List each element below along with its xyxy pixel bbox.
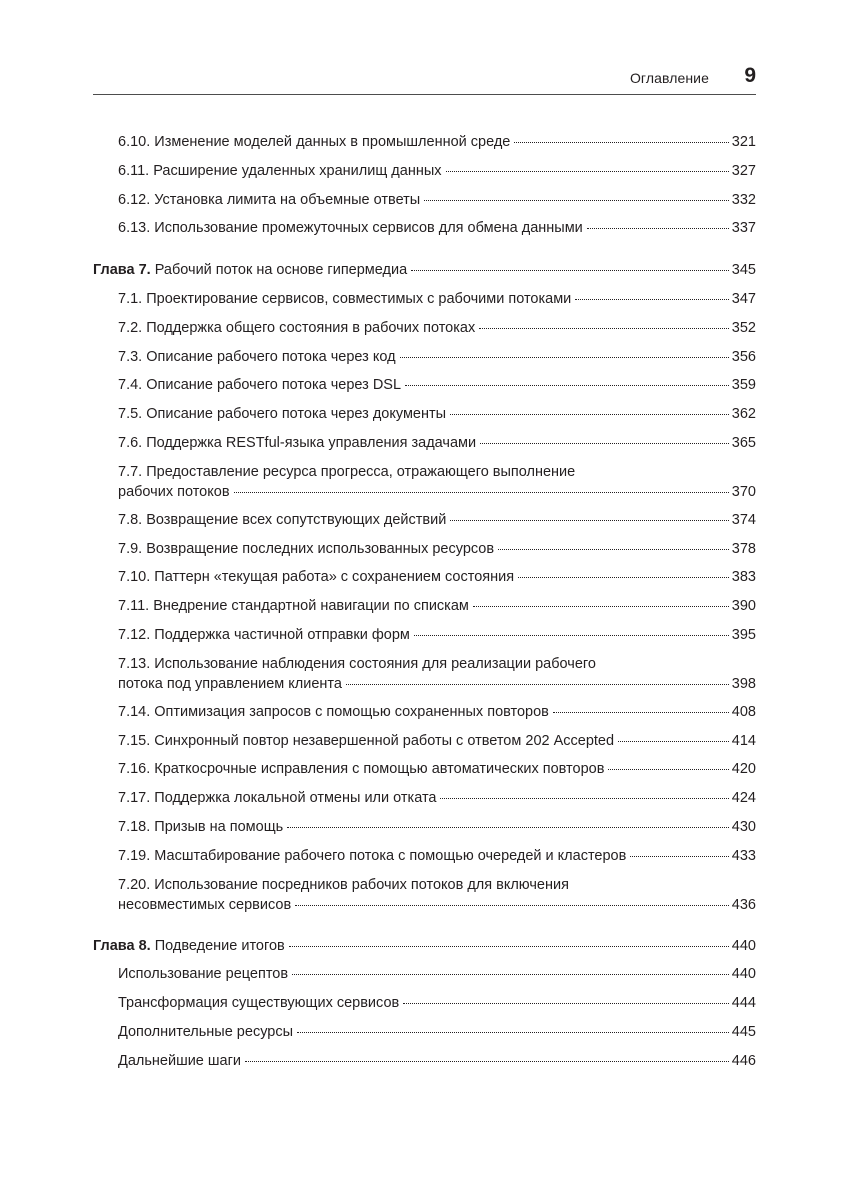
toc-entry[interactable] [118,698,756,727]
dot-leader [405,384,729,386]
toc-entry[interactable] [118,1018,756,1047]
toc-entry[interactable] [118,960,756,989]
dot-leader [292,973,729,975]
toc-entry[interactable] [118,458,756,506]
toc-entry-title: 7.2. Поддержка общего состояния в рабочих потоках [118,319,476,336]
dot-leader [446,170,729,172]
toc-entry-title: 7.14. Оптимизация запросов с помощью сохраненных повторов [118,703,549,720]
chapter-prefix: Глава 8. [93,937,151,954]
dot-leader [587,227,729,229]
dot-leader [289,945,729,947]
toc-entry[interactable] [118,535,756,564]
dot-leader [518,576,729,578]
toc-entry-title-line2-row [118,895,756,915]
toc-entry-title: 7.11. Внедрение стандартной навигации по спискам [118,598,469,615]
toc-page-number: 444 [731,995,756,1012]
toc-entry[interactable] [118,506,756,535]
toc-entry[interactable] [118,343,756,372]
toc-entry-title: 6.11. Расширение удаленных хранилищ данных [118,162,442,179]
toc-entry-title [93,932,285,961]
toc-entry-title: Трансформация существующих сервисов [118,995,400,1012]
toc-entry-title: 7.3. Описание рабочего потока через код [118,348,396,365]
dot-leader [618,740,729,742]
dot-leader [450,519,729,521]
toc-page-number: 383 [731,569,756,586]
dot-leader [287,826,729,828]
toc-entry-title: 7.17. Поддержка локальной отмены или отката [118,790,437,807]
toc-page-number: 440 [731,937,756,954]
toc-entry[interactable] [118,400,756,429]
toc-page-number: 337 [731,220,756,237]
toc-entry[interactable] [118,784,756,813]
toc-entry[interactable] [118,813,756,842]
toc-entry-title: 7.16. Краткосрочные исправления с помощью автоматических повторов [118,761,605,778]
dot-leader [514,141,728,143]
toc-page-number: 378 [731,540,756,557]
toc-entry[interactable] [118,186,756,215]
toc-entry[interactable] [118,842,756,871]
toc-entry[interactable] [118,214,756,243]
toc-chapter-entry[interactable] [93,256,756,285]
dot-leader [608,768,728,770]
toc-page-number: 408 [731,703,756,720]
toc-page-number: 365 [731,434,756,451]
dot-leader [440,797,728,799]
toc-page-number: 445 [731,1023,756,1040]
dot-leader [245,1060,729,1062]
toc-entry-title: Дополнительные ресурсы [118,1023,294,1040]
toc-page-number: 446 [731,1052,756,1069]
toc-page-number: 395 [731,626,756,643]
toc-entry-title: 7.8. Возвращение всех сопутствующих действий [118,511,447,528]
chapter-title: Подведение итогов [150,937,285,954]
toc-page-number: 440 [731,966,756,983]
dot-leader [553,711,729,713]
toc-entry[interactable] [118,285,756,314]
dot-leader [411,269,729,271]
toc-entry[interactable] [118,592,756,621]
toc-entry-title [93,256,407,285]
dot-leader [234,491,729,493]
toc-page-number: 356 [731,348,756,365]
toc-entry-title: 7.15. Синхронный повтор незавершенной работы с ответом 202 Accepted [118,732,615,749]
chapter-prefix: Глава 7. [93,262,151,279]
dot-leader [473,605,729,607]
toc-page-number: 327 [731,162,756,179]
toc-entry[interactable] [118,989,756,1018]
dot-leader [295,904,729,906]
toc-entry-title: 7.5. Описание рабочего потока через документы [118,406,447,423]
dot-leader [400,356,729,358]
running-header-section: Оглавление [629,70,709,86]
toc-entry-title: 7.4. Описание рабочего потока через DSL [118,377,402,394]
toc-page-number: 433 [731,847,756,864]
toc-entry-title: 6.10. Изменение моделей данных в промышленной среде [118,134,511,150]
toc-entry-title-line2: рабочих потоков [118,483,230,500]
toc-chapter-entry[interactable] [93,932,756,961]
toc-entry[interactable] [118,157,756,186]
dot-leader [630,855,728,857]
table-of-contents [93,128,756,1076]
toc-entry[interactable] [118,314,756,343]
toc-page-number: 436 [731,896,756,913]
toc-page-number: 398 [731,675,756,692]
dot-leader [346,683,729,685]
toc-entry-title: 7.1. Проектирование сервисов, совместимых с рабочими потоками [118,290,572,307]
toc-page-number: 370 [731,483,756,500]
toc-page-number: 362 [731,406,756,423]
toc-entry[interactable] [118,755,756,784]
dot-leader [450,413,729,415]
dot-leader [479,327,729,329]
toc-entry-title: Дальнейшие шаги [118,1052,241,1069]
dot-leader [498,548,729,550]
toc-entry[interactable] [118,1047,756,1076]
toc-entry[interactable] [118,563,756,592]
toc-entry-title: 7.18. Призыв на помощь [118,818,284,835]
toc-page-number: 359 [731,377,756,394]
dot-leader [424,199,729,201]
dot-leader [414,634,729,636]
toc-entry[interactable] [118,128,756,157]
running-header [93,64,756,95]
toc-entry-title: 7.10. Паттерн «текущая работа» с сохранением состояния [118,569,515,586]
toc-entry-title: 7.19. Масштабирование рабочего потока с помощью очередей и кластеров [118,847,627,864]
toc-entry-title: 7.6. Поддержка RESTful-языка управления задачами [118,434,477,451]
toc-page-number: 321 [731,134,756,150]
toc-entry-title-line2: потока под управлением клиента [118,675,342,692]
toc-page-number: 424 [731,790,756,807]
toc-entry-title: 7.9. Возвращение последних использованных ресурсов [118,540,495,557]
toc-entry[interactable] [118,871,756,919]
toc-entry[interactable] [118,429,756,458]
toc-entry-title: 6.12. Установка лимита на объемные ответы [118,191,421,208]
toc-page-number: 390 [731,598,756,615]
page-number: 9 [744,64,756,87]
toc-entry-title-line1: 7.13. Использование наблюдения состояния для реализации рабочего [118,655,596,672]
toc-entry-title-line2: несовместимых сервисов [118,896,292,913]
toc-page-number: 332 [731,191,756,208]
toc-entry[interactable] [118,650,756,698]
chapter-title: Рабочий поток на основе гипермедиа [150,262,408,279]
toc-entry[interactable] [118,621,756,650]
toc-page-number: 374 [731,511,756,528]
toc-page-number: 414 [731,732,756,749]
toc-entry-title: Использование рецептов [118,966,289,983]
dot-leader [480,442,729,444]
toc-entry-title: 6.13. Использование промежуточных сервисов для обмена данными [118,220,583,237]
dot-leader [403,1002,729,1004]
dot-leader [575,298,729,300]
toc-page-number: 430 [731,818,756,835]
toc-entry-title-line2-row [118,482,756,502]
toc-page-number: 345 [731,262,756,279]
toc-entry-title: 7.12. Поддержка частичной отправки форм [118,626,410,643]
toc-entry-title-line1: 7.7. Предоставление ресурса прогресса, отражающего выполнение [118,463,576,480]
toc-page-number: 420 [731,761,756,778]
dot-leader [297,1031,729,1033]
toc-entry[interactable] [118,371,756,400]
toc-page-number: 347 [731,290,756,307]
toc-entry-title-line1: 7.20. Использование посредников рабочих потоков для включения [118,876,569,893]
toc-page-number: 352 [731,319,756,336]
toc-entry[interactable] [118,727,756,756]
toc-entry-title-line2-row [118,674,756,694]
